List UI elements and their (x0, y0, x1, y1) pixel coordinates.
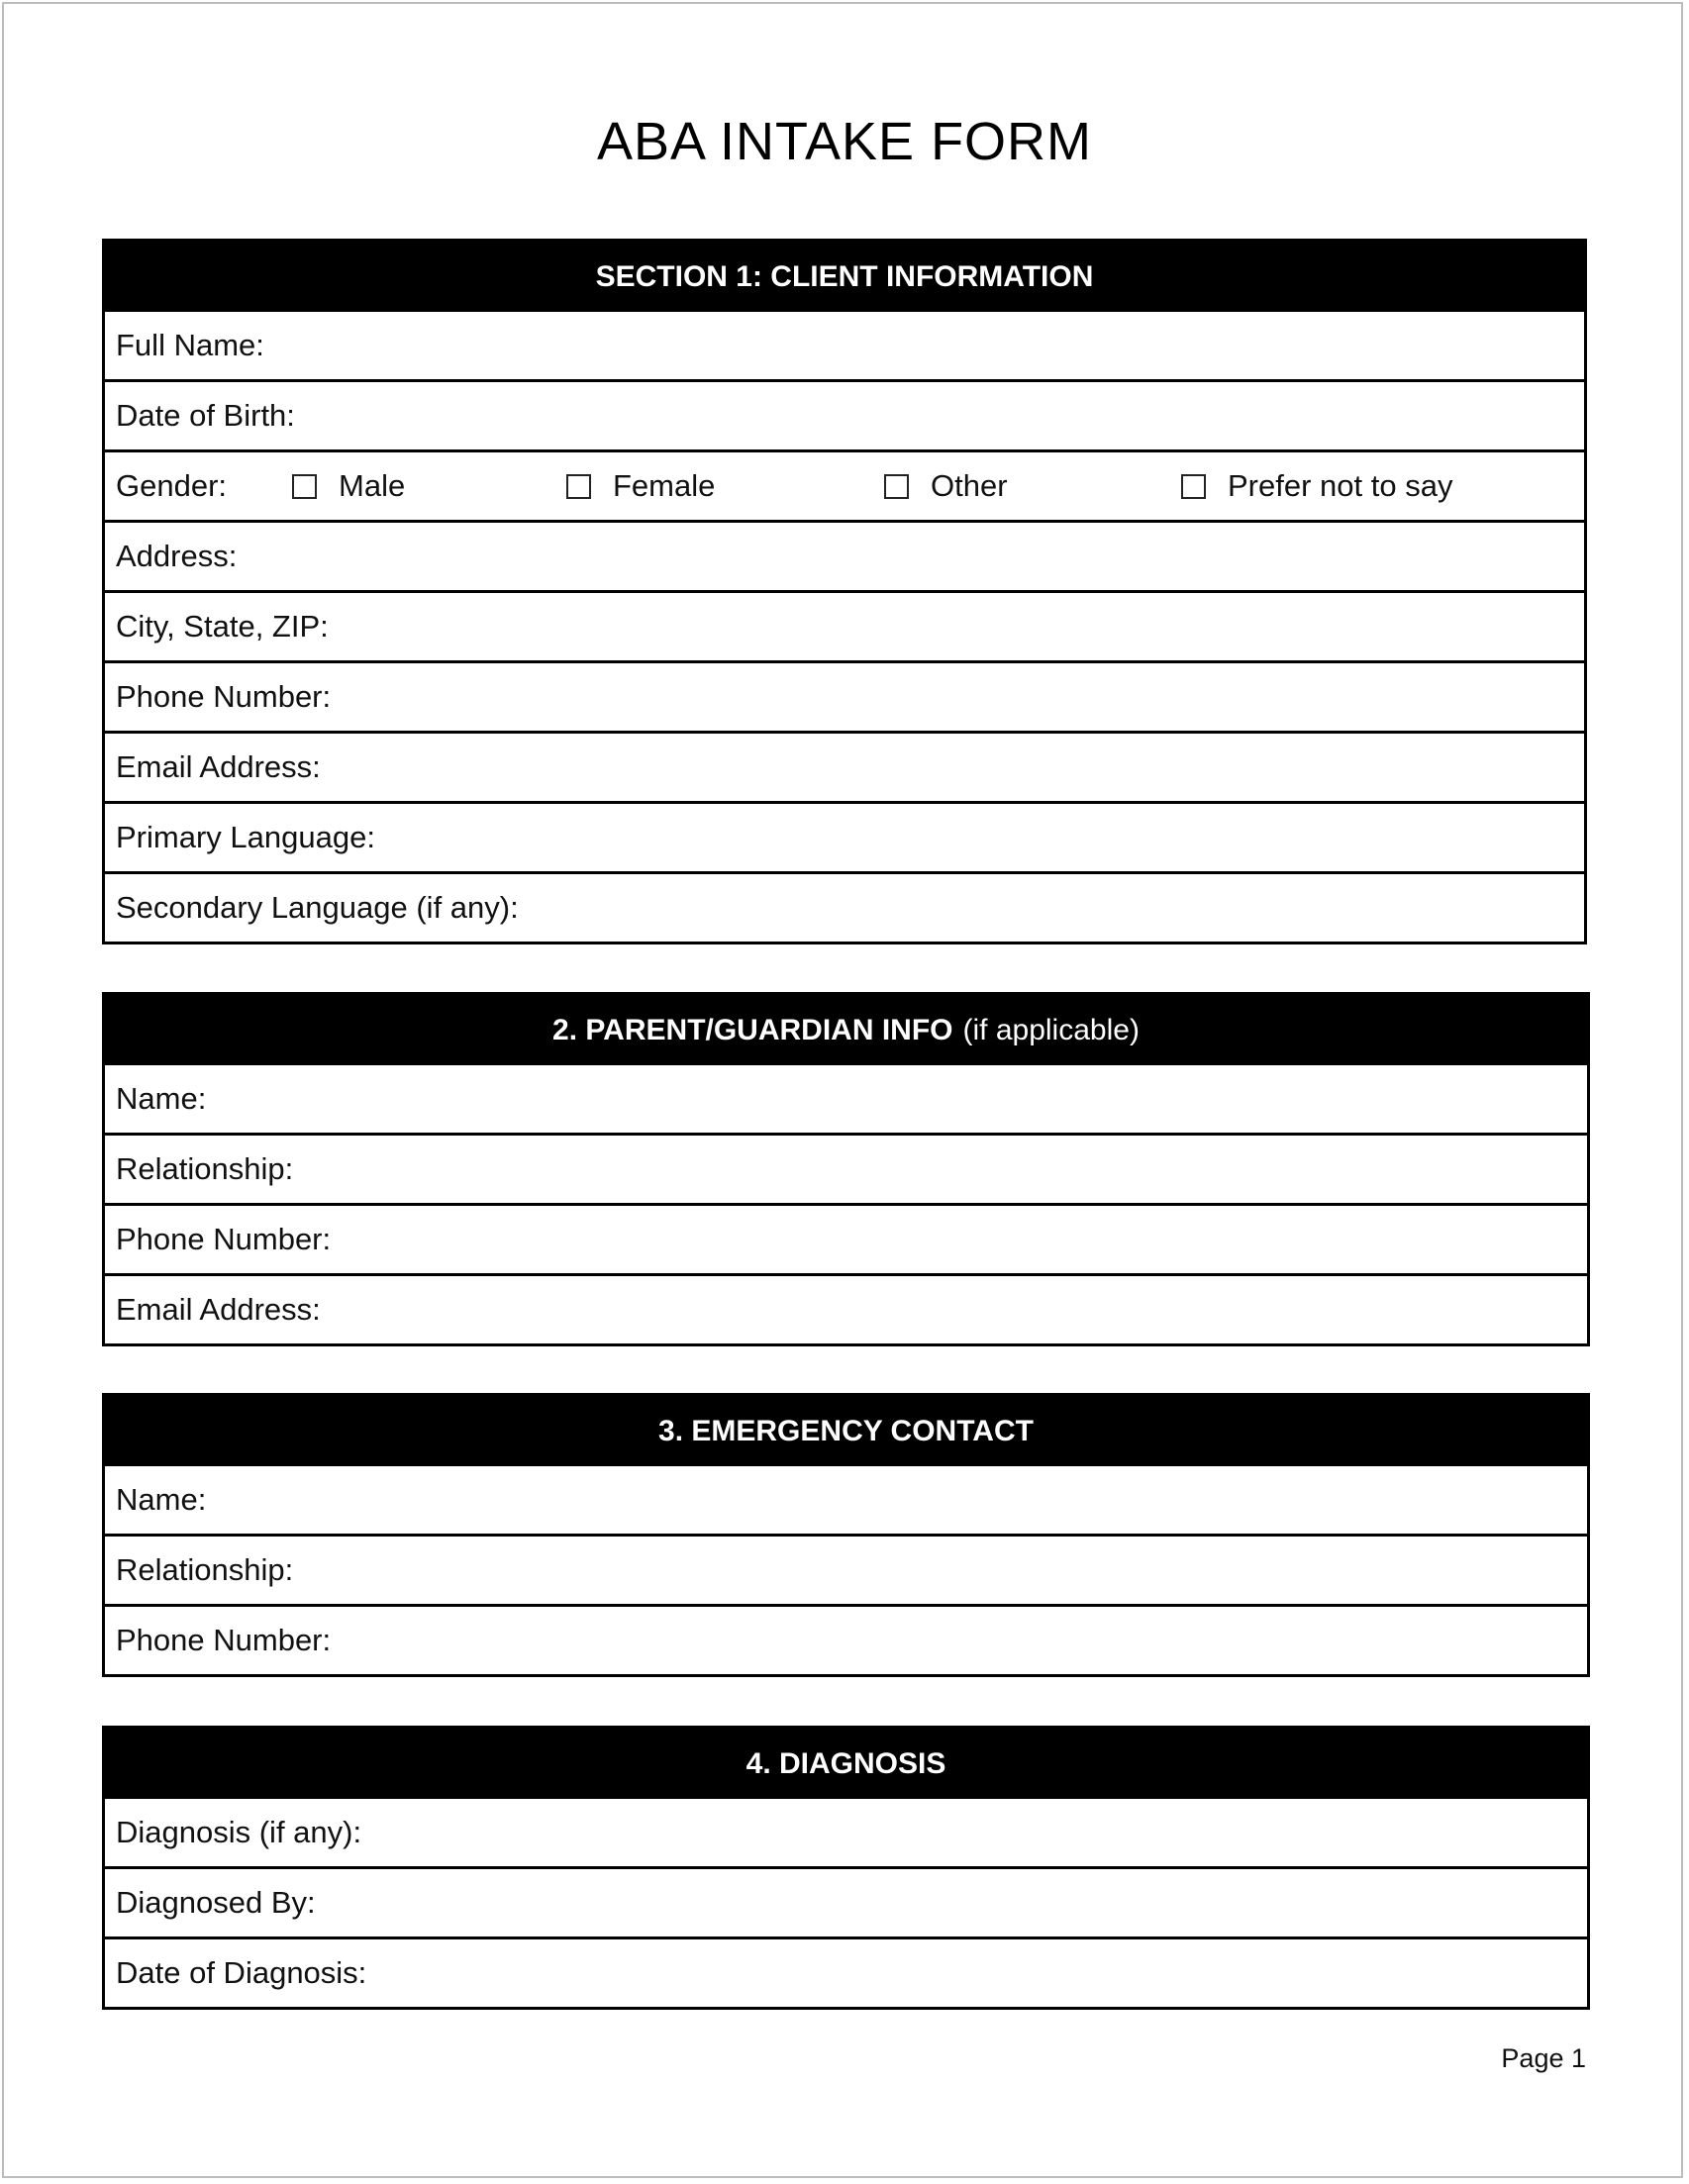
field-label: Date of Birth: (116, 398, 295, 433)
field-label: Primary Language: (116, 820, 375, 854)
field-label: Address: (116, 539, 238, 573)
field-emergency-name[interactable] (105, 1466, 1587, 1534)
field-guardian-relationship[interactable] (105, 1133, 1587, 1203)
field-emergency-relationship[interactable] (105, 1534, 1587, 1604)
section-header (105, 1396, 1587, 1466)
field-emergency-phone-number[interactable] (105, 1604, 1587, 1674)
field-date-of-birth[interactable] (105, 379, 1584, 449)
option-label: Male (339, 468, 406, 503)
field-label: Relationship: (116, 1552, 294, 1587)
section-title: 2. PARENT/GUARDIAN INFO (552, 1013, 953, 1046)
field-label: Name: (116, 1482, 207, 1517)
field-diagnosed-by[interactable] (105, 1866, 1587, 1936)
section-title: 3. EMERGENCY CONTACT (658, 1414, 1034, 1447)
field-gender (105, 449, 1584, 520)
field-city-state-zip[interactable] (105, 590, 1584, 660)
checkbox-icon[interactable] (566, 474, 591, 499)
option-label: Other (931, 468, 1008, 503)
section-subtitle: (if applicable) (962, 1013, 1140, 1046)
checkbox-icon[interactable] (884, 474, 909, 499)
section-header (105, 995, 1587, 1065)
section-title: 4. DIAGNOSIS (745, 1746, 946, 1780)
option-label: Prefer not to say (1228, 468, 1453, 503)
gender-option-female[interactable] (566, 468, 715, 504)
field-label: Full Name: (116, 328, 264, 362)
field-label: Relationship: (116, 1151, 294, 1186)
field-label: Diagnosed By: (116, 1885, 316, 1920)
field-label: Email Address: (116, 749, 321, 784)
field-guardian-name[interactable] (105, 1065, 1587, 1133)
section-title: SECTION 1: CLIENT INFORMATION (595, 259, 1094, 293)
field-date-of-diagnosis[interactable] (105, 1936, 1587, 2007)
gender-option-male[interactable] (292, 468, 405, 504)
gender-option-prefer-not-to-say[interactable] (1181, 468, 1452, 504)
option-label: Female (613, 468, 716, 503)
section-client-information (102, 239, 1587, 944)
page-number: Page 1 (1501, 2043, 1586, 2073)
field-guardian-email-address[interactable] (105, 1273, 1587, 1343)
section-emergency-contact (102, 1393, 1590, 1677)
field-label: Phone Number: (116, 1623, 332, 1657)
field-full-name[interactable] (105, 312, 1584, 379)
section-header (105, 1729, 1587, 1799)
field-guardian-phone-number[interactable] (105, 1203, 1587, 1273)
field-diagnosis[interactable] (105, 1799, 1587, 1866)
section-diagnosis (102, 1726, 1590, 2010)
field-address[interactable] (105, 520, 1584, 590)
field-label: Phone Number: (116, 1222, 332, 1256)
field-label: City, State, ZIP: (116, 609, 329, 644)
checkbox-icon[interactable] (292, 474, 317, 499)
field-secondary-language[interactable] (105, 871, 1584, 942)
section-parent-guardian-info (102, 992, 1590, 1346)
field-label: Phone Number: (116, 679, 332, 714)
field-phone-number[interactable] (105, 660, 1584, 731)
section-header (105, 242, 1584, 312)
field-label: Secondary Language (if any): (116, 890, 519, 925)
field-label: Email Address: (116, 1292, 321, 1327)
form-title: ABA INTAKE FORM (596, 112, 1093, 171)
field-primary-language[interactable] (105, 801, 1584, 871)
checkbox-icon[interactable] (1181, 474, 1206, 499)
field-label: Diagnosis (if any): (116, 1815, 362, 1849)
field-label: Gender: (116, 468, 228, 503)
gender-option-other[interactable] (884, 468, 1008, 504)
field-label: Date of Diagnosis: (116, 1955, 367, 1990)
field-label: Name: (116, 1081, 207, 1116)
field-email-address[interactable] (105, 731, 1584, 801)
